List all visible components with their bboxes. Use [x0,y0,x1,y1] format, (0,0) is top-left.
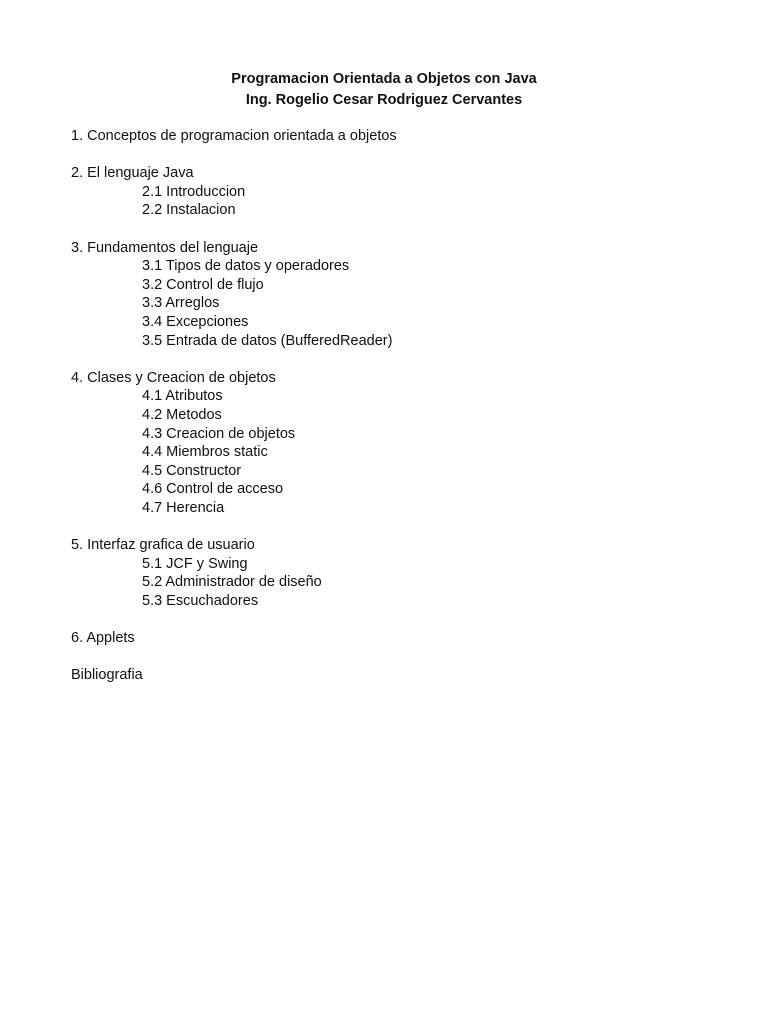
toc-subsection-item: 5.1 JCF y Swing [142,555,248,572]
document-header [0,69,768,110]
toc-section-heading: 6. Applets [71,630,135,647]
toc-subsection-item: 4.1 Atributos [142,388,223,405]
toc-subsection-item: 4.6 Control de acceso [142,481,284,498]
document-title: Programacion Orientada a Objetos con Java [231,71,537,87]
toc-section-heading: 1. Conceptos de programacion orientada a objetos [71,128,397,144]
toc-section-5 [71,536,721,610]
toc-section-1 [71,127,721,146]
toc-section-bibliography [71,666,721,685]
toc-section-3 [71,239,721,351]
toc-subsection-item: 2.2 Instalacion [142,202,236,219]
document-author: Ing. Rogelio Cesar Rodriguez Cervantes [245,91,523,108]
toc-subsection-item: 5.2 Administrador de diseño [142,574,322,591]
toc-subsection-item: 3.2 Control de flujo [142,276,264,293]
toc-subsection-item: 5.3 Escuchadores [142,592,259,609]
toc-subsection-item: 4.3 Creacion de objetos [142,425,296,442]
toc-subsection-item: 4.7 Herencia [142,499,225,516]
toc-subsection-item: 2.1 Introduccion [142,183,246,200]
toc-subsection-item: 3.1 Tipos de datos y operadores [142,258,350,275]
toc-section-heading: 5. Interfaz grafica de usuario [71,537,255,554]
toc-subsection-item: 3.3 Arreglos [142,295,220,312]
toc-subsection-item: 4.5 Constructor [142,462,242,479]
toc-subsection-item: 4.4 Miembros static [142,444,268,461]
toc-section-heading: 4. Clases y Creacion de objetos [71,369,276,386]
toc-section-heading: 2. El lenguaje Java [71,165,194,182]
toc-section-2 [71,164,721,220]
toc-section-4 [71,369,721,518]
toc-section-heading: Bibliografia [71,667,143,684]
table-of-contents [71,127,721,703]
toc-subsection-item: 3.5 Entrada de datos (BufferedReader) [142,332,393,349]
toc-subsection-item: 3.4 Excepciones [142,313,249,330]
toc-section-6 [71,629,721,648]
toc-subsection-item: 4.2 Metodos [142,406,222,423]
toc-section-heading: 3. Fundamentos del lenguaje [71,239,259,256]
